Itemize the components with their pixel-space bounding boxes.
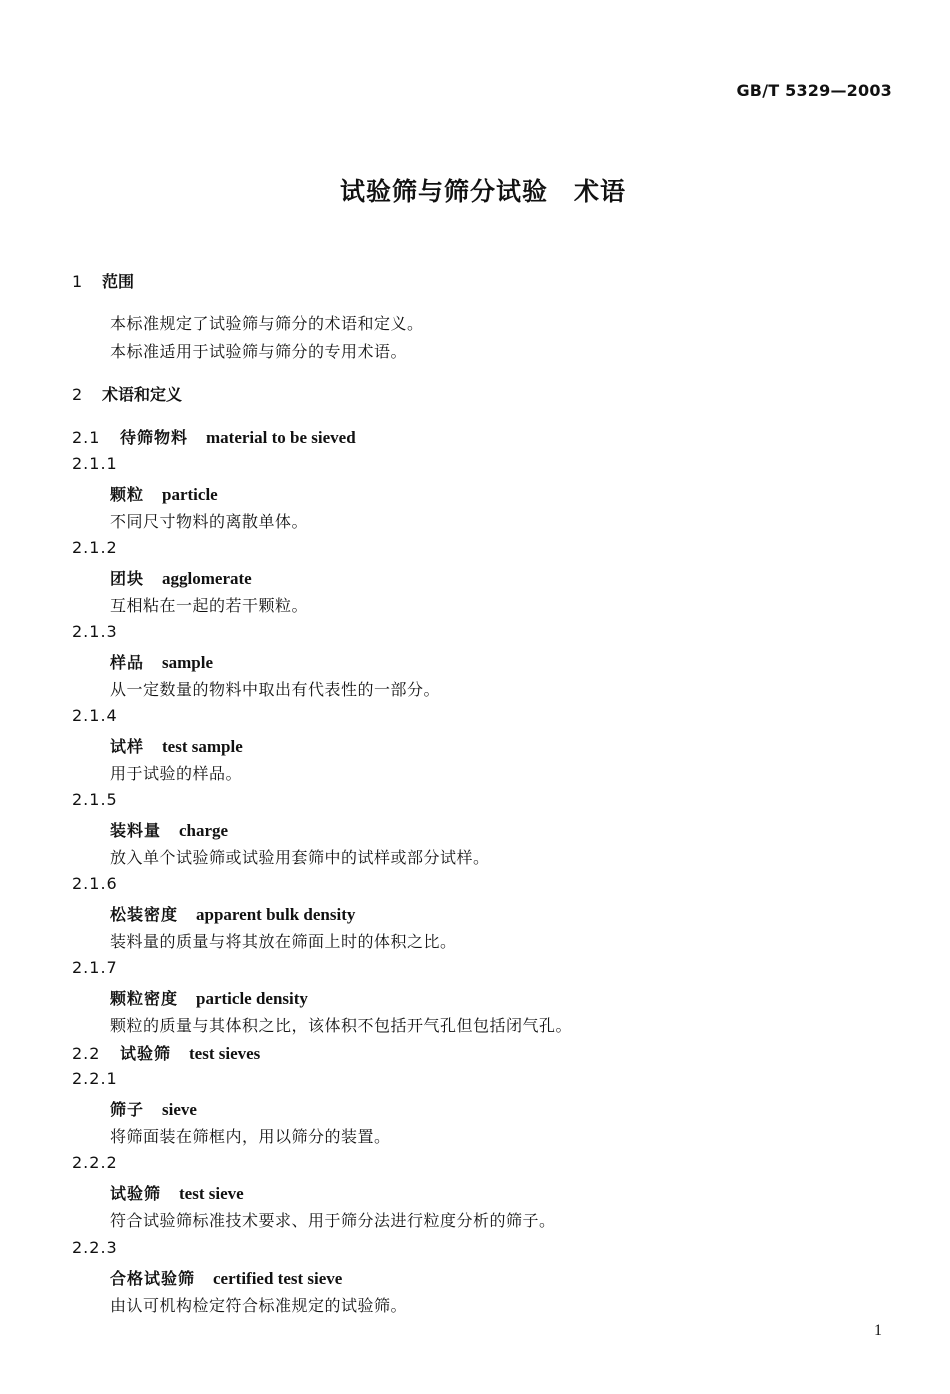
term-line xyxy=(110,818,228,841)
document-title: 试验筛与筛分试验 术语 xyxy=(339,177,626,206)
definition: 不同尺寸物料的离散单体。 xyxy=(110,512,309,531)
term-chinese: 试样 xyxy=(110,737,145,756)
term-english: sieve xyxy=(162,1100,197,1119)
entry-number: 2.1.4 xyxy=(72,706,118,725)
section-title: 范围 xyxy=(102,272,135,291)
term-chinese: 筛子 xyxy=(110,1100,145,1119)
term-english: material to be sieved xyxy=(206,428,356,447)
section-number: 2 xyxy=(72,385,83,404)
term-chinese: 松装密度 xyxy=(110,905,179,924)
term-line xyxy=(110,734,243,757)
term-english: certified test sieve xyxy=(213,1269,343,1288)
definition: 从一定数量的物料中取出有代表性的一部分。 xyxy=(110,680,441,699)
entry-number: 2.1.7 xyxy=(72,958,118,977)
term-line xyxy=(110,1181,244,1204)
section-number: 1 xyxy=(72,272,83,291)
term-english: test sieves xyxy=(189,1044,261,1063)
term-english: test sample xyxy=(162,737,243,756)
term-chinese: 待筛物料 xyxy=(120,428,189,447)
definition: 用于试验的样品。 xyxy=(110,764,243,783)
term-line xyxy=(110,986,308,1009)
subsection-number: 2.1 xyxy=(72,428,101,447)
entry-number: 2.2.1 xyxy=(72,1069,118,1088)
term-english: apparent bulk density xyxy=(196,905,356,924)
subsection-number: 2.2 xyxy=(72,1044,101,1063)
definition: 由认可机构检定符合标准规定的试验筛。 xyxy=(110,1296,408,1315)
entry-number: 2.1.3 xyxy=(72,622,118,641)
term-line xyxy=(110,482,218,505)
term-chinese: 试验筛 xyxy=(110,1184,162,1203)
term-chinese: 合格试验筛 xyxy=(110,1269,196,1288)
term-english: agglomerate xyxy=(162,569,252,588)
section-1-heading xyxy=(72,269,134,292)
term-english: particle xyxy=(162,485,218,504)
term-chinese: 装料量 xyxy=(110,821,162,840)
term-english: charge xyxy=(179,821,229,840)
standard-number: GB/T 5329—2003 xyxy=(736,81,892,100)
term-chinese: 试验筛 xyxy=(120,1044,172,1063)
page-number: 1 xyxy=(874,1322,882,1339)
definition: 符合试验筛标准技术要求、用于筛分法进行粒度分析的筛子。 xyxy=(110,1211,556,1230)
paragraph: 本标准规定了试验筛与筛分的术语和定义。 xyxy=(110,314,424,333)
term-chinese: 颗粒 xyxy=(110,485,145,504)
term-line xyxy=(110,1097,197,1120)
section-2-heading xyxy=(72,382,182,405)
definition: 装料量的质量与将其放在筛面上时的体积之比。 xyxy=(110,932,457,951)
section-title: 术语和定义 xyxy=(102,385,183,404)
entry-number: 2.1.5 xyxy=(72,790,118,809)
entry-number: 2.2.2 xyxy=(72,1153,118,1172)
entry-number: 2.1.6 xyxy=(72,874,118,893)
entry-number: 2.1.2 xyxy=(72,538,118,557)
definition: 将筛面装在筛框内，用以筛分的装置。 xyxy=(110,1127,391,1146)
paragraph: 本标准适用于试验筛与筛分的专用术语。 xyxy=(110,342,408,361)
term-line xyxy=(110,902,355,925)
term-line xyxy=(110,566,252,589)
term-line xyxy=(110,1266,342,1289)
entry-number: 2.1.1 xyxy=(72,454,118,473)
term-chinese: 团块 xyxy=(110,569,145,588)
definition: 颗粒的质量与其体积之比，该体积不包括开气孔但包括闭气孔。 xyxy=(110,1016,573,1035)
term-english: particle density xyxy=(196,989,308,1008)
term-line xyxy=(110,650,213,673)
definition: 放入单个试验筛或试验用套筛中的试样或部分试样。 xyxy=(110,848,490,867)
definition: 互相粘在一起的若干颗粒。 xyxy=(110,596,309,615)
term-english: test sieve xyxy=(179,1184,244,1203)
subsection-2-1-heading xyxy=(72,425,356,448)
entry-number: 2.2.3 xyxy=(72,1238,118,1257)
term-chinese: 样品 xyxy=(110,653,145,672)
subsection-2-2-heading xyxy=(72,1041,260,1064)
term-chinese: 颗粒密度 xyxy=(110,989,179,1008)
term-english: sample xyxy=(162,653,214,672)
